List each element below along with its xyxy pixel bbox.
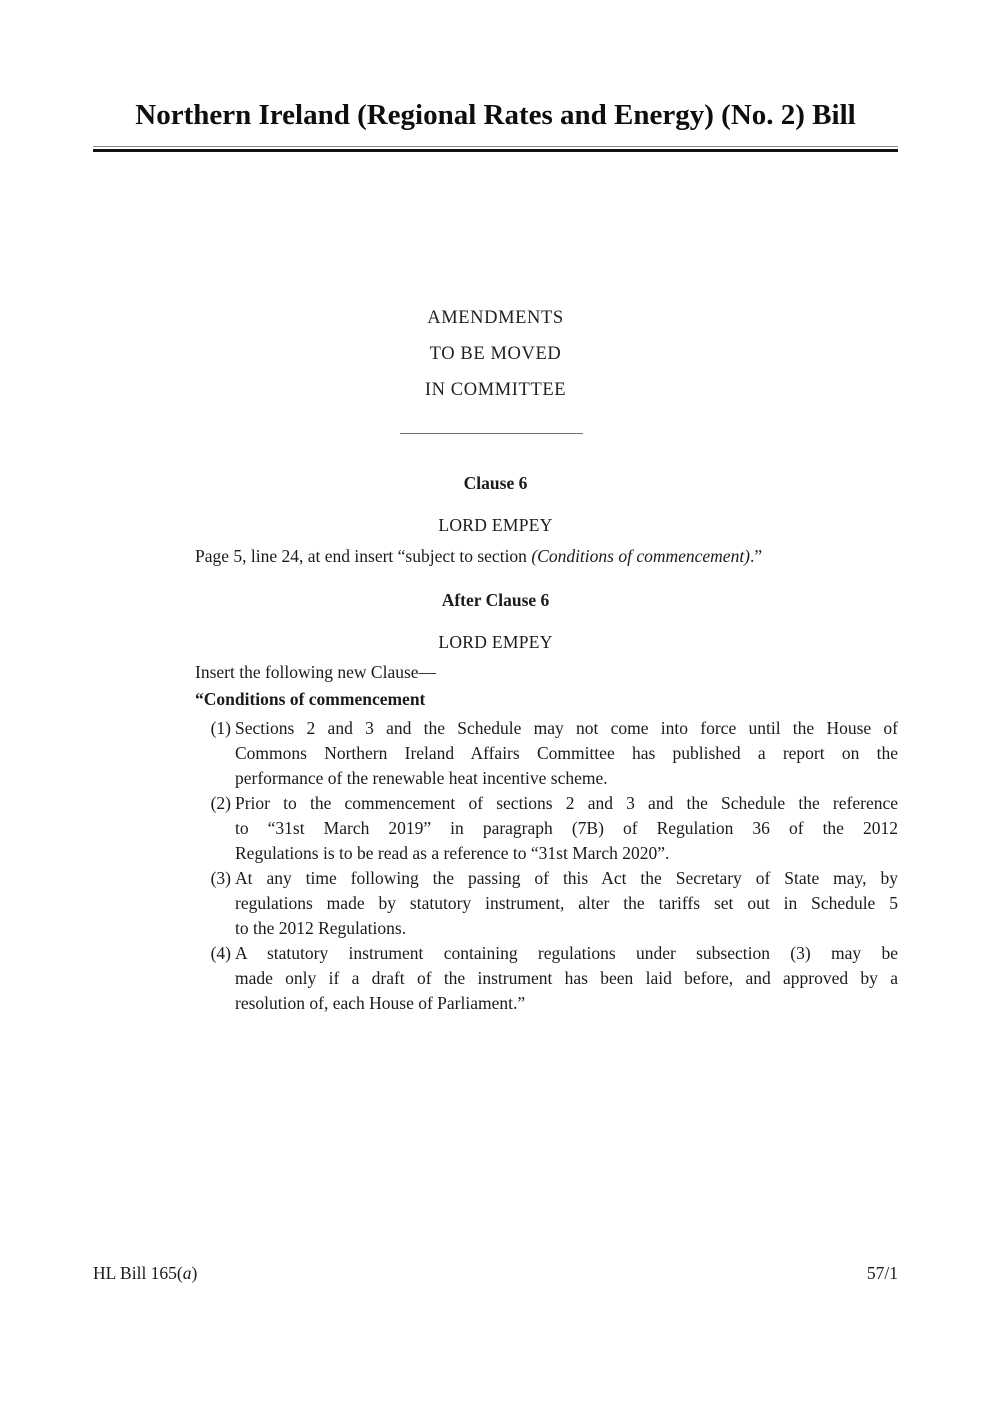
text-line: Regulations is to be read as a reference to “31st March 2020”.: [235, 843, 670, 863]
text-line: resolution of, each House of Parliament.”: [235, 993, 526, 1013]
text-line: Prior to the commencement of sections 2 and 3 and the Schedule the reference: [235, 793, 898, 813]
text-line: performance of the renewable heat incentive scheme.: [235, 768, 608, 788]
text-line: A statutory instrument containing regulations under subsection (3) may be: [235, 943, 898, 963]
subsection-1-text: [235, 716, 898, 791]
subsection-4-text: [235, 941, 898, 1016]
text-line: to “31st March 2019” in paragraph (7B) of Regulation 36 of the 2012: [235, 818, 898, 838]
section-divider-rule: [400, 433, 583, 434]
bill-title: Northern Ireland (Regional Rates and Energy) (No. 2) Bill: [135, 99, 856, 131]
subsection-4-number: (4): [210, 943, 231, 963]
bill-ref-suffix: ): [191, 1263, 198, 1283]
after-clause-6-mover: LORD EMPEY: [438, 632, 553, 652]
instruction-italic: (Conditions of commencement): [531, 546, 751, 566]
text-line: Commons Northern Ireland Affairs Committee has published a report on the: [235, 743, 898, 763]
subsection-1: [196, 716, 898, 791]
text-line: At any time following the passing of this Act the Secretary of State may, by: [235, 868, 898, 888]
subsection-3-text: [235, 866, 898, 941]
text-line: Sections 2 and 3 and the Schedule may not come into force until the House of: [235, 718, 898, 738]
clause-6-amendment-text: [195, 545, 898, 567]
sheet-number: 57/1: [866, 1263, 898, 1283]
subsection-2-number: (2): [210, 793, 231, 813]
text-line: made only if a draft of the instrument has been laid before, and approved by a: [235, 968, 898, 988]
in-committee-line: IN COMMITTEE: [424, 380, 567, 400]
amendments-line: AMENDMENTS: [427, 308, 564, 328]
bill-ref-prefix: HL Bill 165(: [93, 1263, 183, 1283]
subsection-2: [196, 791, 898, 866]
new-clause-subsections: [196, 716, 898, 1016]
page-footer: [93, 1261, 898, 1286]
amendments-header: [0, 300, 991, 408]
subsection-2-text: [235, 791, 898, 866]
clause-6-heading: Clause 6: [463, 473, 528, 493]
title-double-rule: [93, 146, 898, 152]
instruction-prefix: Page 5, line 24, at end insert “subject to section: [195, 546, 532, 566]
instruction-suffix: .”: [750, 546, 763, 566]
bill-reference: [93, 1261, 197, 1286]
subsection-4: [196, 941, 898, 1016]
subsection-3: [196, 866, 898, 941]
new-clause-title: “Conditions of commencement: [195, 689, 426, 709]
to-be-moved-line: TO BE MOVED: [429, 344, 562, 364]
text-line: to the 2012 Regulations.: [235, 918, 407, 938]
clause-6-mover: LORD EMPEY: [438, 515, 553, 535]
after-clause-6-heading: After Clause 6: [441, 590, 550, 610]
text-line: regulations made by statutory instrument, alter the tariffs set out in Schedule 5: [235, 893, 898, 913]
subsection-3-number: (3): [210, 868, 231, 888]
lead-in-text: Insert the following new Clause—: [195, 662, 437, 682]
bill-ref-italic: a: [182, 1263, 192, 1283]
subsection-1-number: (1): [210, 718, 231, 738]
